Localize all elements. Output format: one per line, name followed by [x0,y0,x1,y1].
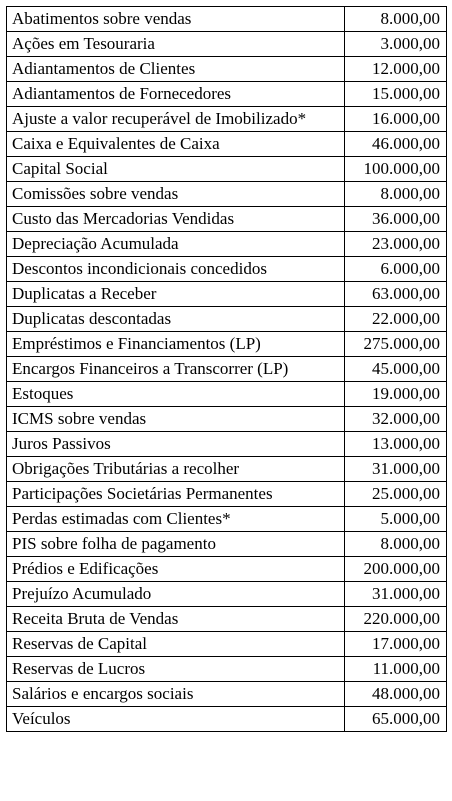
account-value: 31.000,00 [345,582,447,607]
account-name: Participações Societárias Permanentes [7,482,345,507]
table-row [7,582,447,607]
table-row [7,232,447,257]
table-row [7,357,447,382]
account-name: Custo das Mercadorias Vendidas [7,207,345,232]
account-name: Duplicatas a Receber [7,282,345,307]
table-row [7,532,447,557]
table-row [7,257,447,282]
account-value: 23.000,00 [345,232,447,257]
account-value: 3.000,00 [345,32,447,57]
table-row [7,707,447,732]
account-name: Duplicatas descontadas [7,307,345,332]
table-row [7,107,447,132]
table-row [7,7,447,32]
table-row [7,507,447,532]
account-name: Veículos [7,707,345,732]
account-value: 6.000,00 [345,257,447,282]
account-name: Prejuízo Acumulado [7,582,345,607]
account-name: Prédios e Edificações [7,557,345,582]
account-value: 8.000,00 [345,182,447,207]
account-value: 22.000,00 [345,307,447,332]
account-name: Perdas estimadas com Clientes* [7,507,345,532]
account-name: Ações em Tesouraria [7,32,345,57]
account-value: 8.000,00 [345,7,447,32]
account-name: Comissões sobre vendas [7,182,345,207]
account-value: 275.000,00 [345,332,447,357]
account-value: 12.000,00 [345,57,447,82]
table-row [7,182,447,207]
account-value: 36.000,00 [345,207,447,232]
account-name: Salários e encargos sociais [7,682,345,707]
table-row [7,382,447,407]
table-row [7,432,447,457]
table-row [7,82,447,107]
account-value: 32.000,00 [345,407,447,432]
account-value: 25.000,00 [345,482,447,507]
table-row [7,207,447,232]
table-row [7,607,447,632]
account-name: Adiantamentos de Clientes [7,57,345,82]
accounts-table [6,6,447,732]
account-value: 63.000,00 [345,282,447,307]
account-value: 220.000,00 [345,607,447,632]
account-value: 100.000,00 [345,157,447,182]
account-value: 65.000,00 [345,707,447,732]
table-row [7,457,447,482]
account-value: 200.000,00 [345,557,447,582]
table-row [7,332,447,357]
account-name: Ajuste a valor recuperável de Imobilizado* [7,107,345,132]
account-value: 48.000,00 [345,682,447,707]
account-name: Adiantamentos de Fornecedores [7,82,345,107]
table-row [7,482,447,507]
account-value: 31.000,00 [345,457,447,482]
table-row [7,157,447,182]
table-row [7,32,447,57]
table-row [7,632,447,657]
account-value: 46.000,00 [345,132,447,157]
account-value: 8.000,00 [345,532,447,557]
table-row [7,57,447,82]
table-row [7,682,447,707]
table-row [7,307,447,332]
account-name: Empréstimos e Financiamentos (LP) [7,332,345,357]
account-name: Capital Social [7,157,345,182]
table-row [7,407,447,432]
account-name: ICMS sobre vendas [7,407,345,432]
table-row [7,282,447,307]
accounts-table-body [7,7,447,732]
table-row [7,557,447,582]
account-name: Obrigações Tributárias a recolher [7,457,345,482]
account-name: Estoques [7,382,345,407]
account-name: Abatimentos sobre vendas [7,7,345,32]
account-name: Caixa e Equivalentes de Caixa [7,132,345,157]
account-name: Reservas de Capital [7,632,345,657]
account-name: Depreciação Acumulada [7,232,345,257]
account-name: PIS sobre folha de pagamento [7,532,345,557]
account-value: 19.000,00 [345,382,447,407]
table-row [7,132,447,157]
account-name: Receita Bruta de Vendas [7,607,345,632]
account-value: 15.000,00 [345,82,447,107]
account-value: 16.000,00 [345,107,447,132]
table-row [7,657,447,682]
account-name: Juros Passivos [7,432,345,457]
account-value: 11.000,00 [345,657,447,682]
account-value: 17.000,00 [345,632,447,657]
account-name: Reservas de Lucros [7,657,345,682]
account-name: Descontos incondicionais concedidos [7,257,345,282]
account-value: 5.000,00 [345,507,447,532]
account-value: 13.000,00 [345,432,447,457]
account-name: Encargos Financeiros a Transcorrer (LP) [7,357,345,382]
account-value: 45.000,00 [345,357,447,382]
